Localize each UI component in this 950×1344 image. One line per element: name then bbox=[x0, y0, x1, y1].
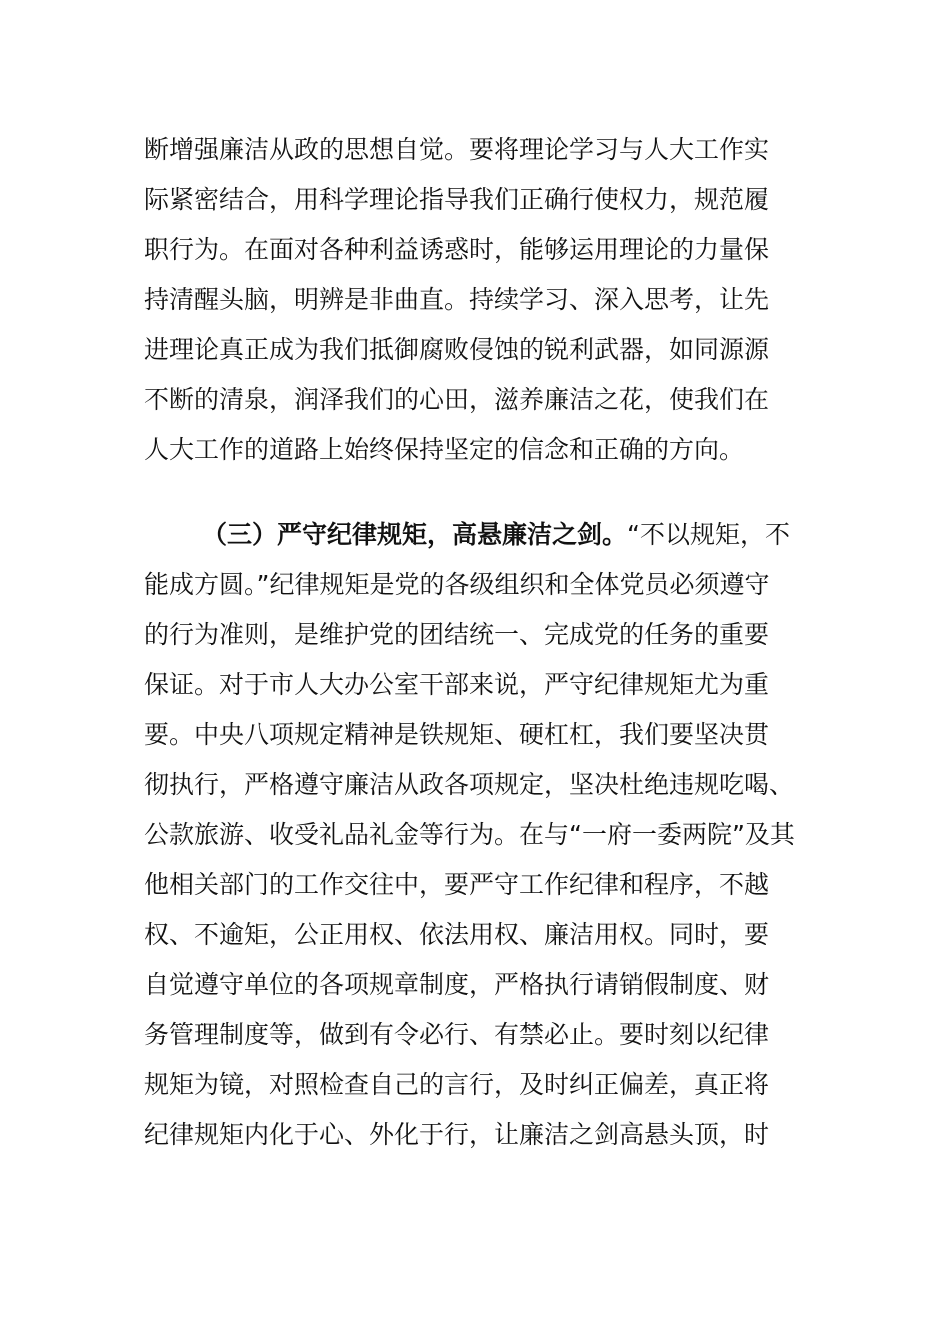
paragraph-1-line: 不断的清泉，润泽我们的心田，滋养廉洁之花，使我们在 bbox=[144, 385, 770, 414]
paragraph-2-line: 公款旅游、收受礼品礼金等行为。在与“一府一委两院”及其 bbox=[144, 820, 795, 849]
paragraph-1-line: 际紧密结合，用科学理论指导我们正确行使权力，规范履 bbox=[144, 185, 770, 214]
paragraph-2-first-line bbox=[144, 510, 804, 560]
paragraph-2-line: 保证。对于市人大办公室干部来说，严守纪律规矩尤为重 bbox=[144, 670, 770, 699]
paragraph-2-line: 务管理制度等，做到有令必行、有禁必止。要时刻以纪律 bbox=[144, 1020, 770, 1049]
paragraph-2-line: 自觉遵守单位的各项规章制度，严格执行请销假制度、财 bbox=[144, 970, 770, 999]
paragraph-1-line: 人大工作的道路上始终保持坚定的信念和正确的方向。 bbox=[144, 435, 745, 464]
paragraph-2-first-line-text: “不以规矩，不 bbox=[627, 520, 790, 549]
paragraph-2 bbox=[144, 510, 804, 1160]
section-heading: （三）严守纪律规矩，高悬廉洁之剑。 bbox=[202, 520, 628, 549]
paragraph-2-line: 权、不逾矩，公正用权、依法用权、廉洁用权。同时，要 bbox=[144, 920, 770, 949]
paragraph-2-line: 纪律规矩内化于心、外化于行，让廉洁之剑高悬头顶，时 bbox=[144, 1120, 770, 1149]
paragraph-1 bbox=[144, 125, 804, 475]
paragraph-2-line: 他相关部门的工作交往中，要严守工作纪律和程序，不越 bbox=[144, 870, 770, 899]
paragraph-1-line: 断增强廉洁从政的思想自觉。要将理论学习与人大工作实 bbox=[144, 135, 770, 164]
paragraph-1-line: 职行为。在面对各种利益诱惑时，能够运用理论的力量保 bbox=[144, 235, 770, 264]
paragraph-2-line: 彻执行，严格遵守廉洁从政各项规定，坚决杜绝违规吃喝、 bbox=[144, 770, 795, 799]
paragraph-2-line: 要。中央八项规定精神是铁规矩、硬杠杠，我们要坚决贯 bbox=[144, 720, 770, 749]
paragraph-2-line: 规矩为镜，对照检查自己的言行，及时纠正偏差，真正将 bbox=[144, 1070, 770, 1099]
paragraph-1-line: 持清醒头脑，明辨是非曲直。持续学习、深入思考，让先 bbox=[144, 285, 770, 314]
paragraph-1-line: 进理论真正成为我们抵御腐败侵蚀的锐利武器，如同源源 bbox=[144, 335, 770, 364]
paragraph-2-line: 的行为准则，是维护党的团结统一、完成党的任务的重要 bbox=[144, 620, 770, 649]
paragraph-2-line: 能成方圆。”纪律规矩是党的各级组织和全体党员必须遵守 bbox=[144, 570, 770, 599]
